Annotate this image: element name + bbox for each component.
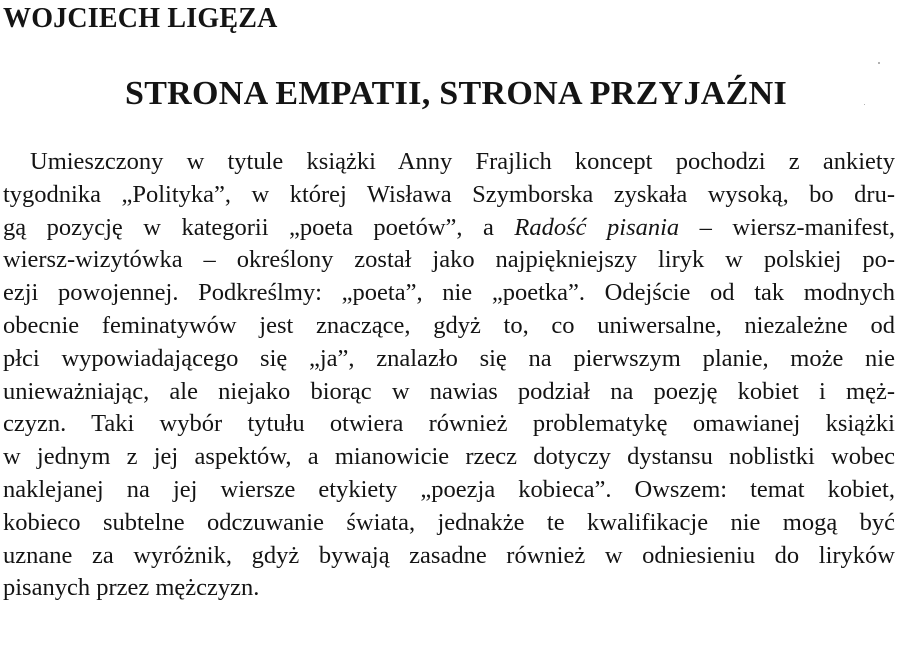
paragraph-line: uznane za wyróżnik, gdyż bywają zasadne również w odniesieniu do liryków: [3, 541, 895, 569]
paragraph-line: pisanych przez mężczyzn.: [3, 574, 260, 602]
paragraph-line: unieważniając, ale niejako biorąc w nawias podział na poezję kobiet i męż-: [3, 377, 895, 405]
paragraph-line: czyzn. Taki wybór tytułu otwiera również problematykę omawianej książki: [3, 410, 895, 438]
paragraph-line: tygodnika „Polityka”, w której Wisława Szymborska zyskała wysoką, bo dru-: [3, 180, 895, 208]
paragraph-line: Umieszczony w tytule książki Anny Frajlich koncept pochodzi z ankiety: [30, 148, 895, 175]
body-paragraph: [3, 146, 895, 605]
paragraph-line: ezji powojennej. Podkreślmy: „poeta”, nie „poetka”. Odejście od tak modnych: [3, 279, 895, 307]
paragraph-line: obecnie feminatywów jest znaczące, gdyż to, co uniwersalne, niezależne od: [3, 311, 895, 339]
paragraph-line: płci wypowiadającego się „ja”, znalazło się na pierwszym planie, może nie: [3, 344, 895, 372]
work-title-italic: Radość pisania: [514, 213, 680, 241]
scan-speck: [864, 104, 865, 105]
paragraph-line: kobieco subtelne odczuwanie świata, jednakże te kwalifikacje nie mogą być: [3, 508, 895, 536]
line-text: gą pozycję w kategorii „poeta poetów”, a: [3, 213, 515, 241]
chapter-title: STRONA EMPATII, STRONA PRZYJAŹNI: [125, 75, 787, 112]
scan-speck: [878, 62, 880, 64]
line-text: – wiersz-manifest,: [679, 213, 895, 241]
author-name: WOJCIECH LIGĘZA: [3, 3, 278, 34]
paragraph-line: naklejanej na jej wiersze etykiety „poezja kobieca”. Owszem: temat kobiet,: [3, 475, 895, 503]
paragraph-line: wiersz-wizytówka – określony został jako najpiękniejszy liryk w polskiej po-: [3, 246, 895, 274]
paragraph-line: [3, 212, 895, 245]
paragraph-line: w jednym z jej aspektów, a mianowicie rzecz dotyczy dystansu noblistki wobec: [3, 443, 895, 471]
